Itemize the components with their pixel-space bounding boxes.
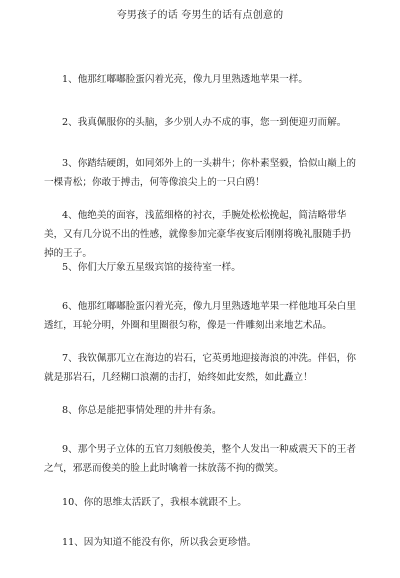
paragraph-1: 1、他那红嘟嘟脸蛋闪着光亮，像九月里熟透地苹果一样。 xyxy=(62,74,308,85)
paragraph-4: 4、他绝美的面容，浅蓝细格的衬衣，手腕处松松挽起，简洁略带华美，又有几分说不出的性感，就像参加完豪华夜宴后刚刚将晚礼服随手扔掉的王子。 xyxy=(44,210,351,259)
paragraph-5: 5、你们大厅象五星级宾馆的接待室一样。 xyxy=(62,262,241,273)
paragraph-6: 6、他那红嘟嘟脸蛋闪着光亮，像九月里熟透地苹果一样他地耳朵白里透红，耳轮分明，外圈和里圈很匀称，像是一件雕刻出来地艺术品。 xyxy=(44,301,356,331)
paragraph-8: 8、你总是能把事情处理的井井有条。 xyxy=(62,405,222,416)
paragraph-7: 7、我钦佩那兀立在海边的岩石，它英勇地迎接海浪的冲洗。伴侣，你就是那岩石，几经糊口浪潮的击打，始终如此安然，如此矗立！ xyxy=(44,353,356,383)
paragraph-2: 2、我真佩服你的头脑，多少别人办不成的事，您一到便迎刃而解。 xyxy=(62,117,347,128)
page-title: 夸男孩子的话 夸男生的话有点创意的 xyxy=(116,10,284,21)
paragraph-9: 9、那个男子立体的五官刀刻般俊美，整个人发出一种威震天下的王者之气，邪恶而俊美的脸上此时噙着一抹放荡不拘的微笑。 xyxy=(44,444,356,474)
paragraph-11: 11、因为知道不能没有你，所以我会更珍惜。 xyxy=(62,537,257,548)
paragraph-3: 3、你踏结硬朗，如同郊外上的一头耕牛；你朴素坚毅，恰似山巅上的一棵青松；你敢于搏击，何等像浪尖上的一只白鸥！ xyxy=(44,158,356,188)
paragraph-10: 10、你的思维太活跃了，我根本就跟不上。 xyxy=(62,497,247,508)
